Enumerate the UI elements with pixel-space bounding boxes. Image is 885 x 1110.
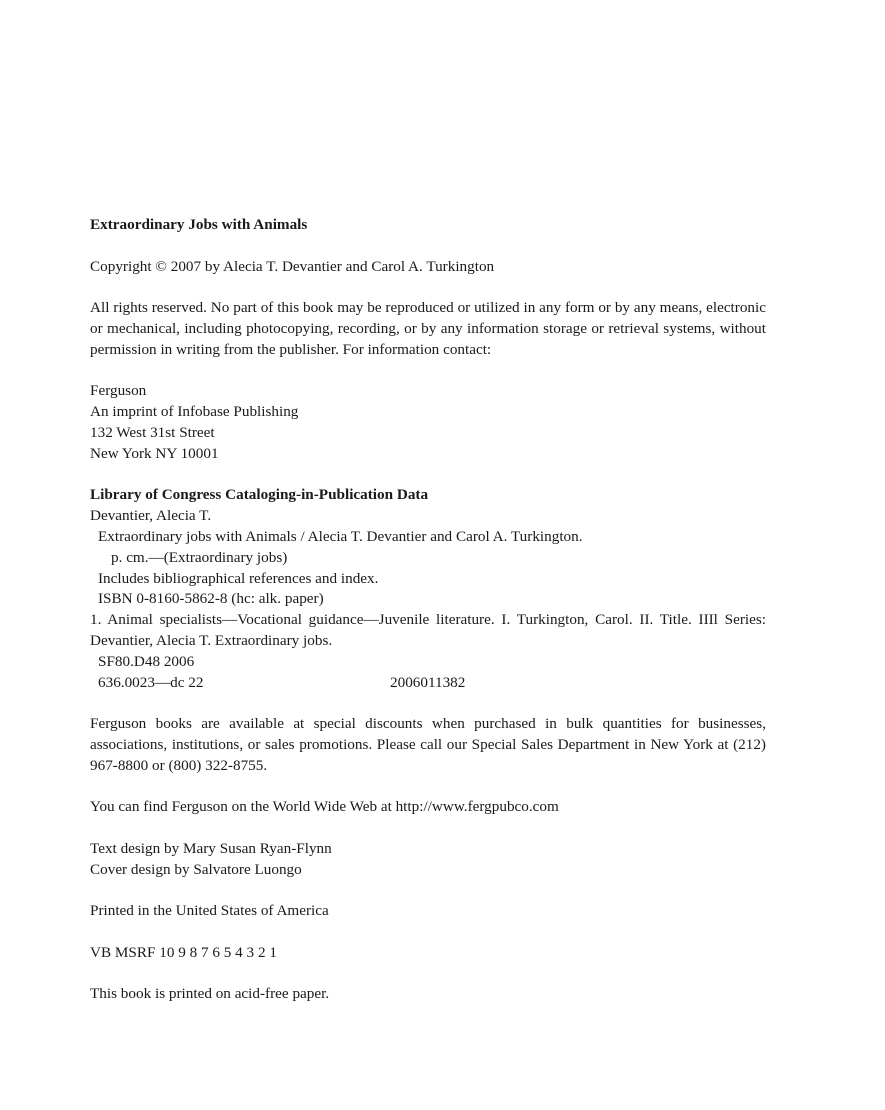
publisher-imprint: An imprint of Infobase Publishing <box>90 403 299 421</box>
cip-pages-line: p. cm.—(Extraordinary jobs) <box>111 548 288 566</box>
cip-title-line: Extraordinary jobs with Animals / Alecia T. Devantier and Carol A. Turkington. <box>98 527 583 545</box>
cip-isbn: ISBN 0-8160-5862-8 (hc: alk. paper) <box>98 590 324 608</box>
spacer <box>90 777 766 798</box>
cip-call-number: SF80.D48 2006 <box>98 652 195 670</box>
printed-in: Printed in the United States of America <box>90 902 329 920</box>
cip-includes: Includes bibliographical references and index. <box>98 569 379 587</box>
spacer <box>90 693 766 714</box>
publisher-city: New York NY 10001 <box>90 444 219 462</box>
publisher-name: Ferguson <box>90 382 147 400</box>
spacer <box>90 277 766 298</box>
spacer <box>90 818 766 839</box>
publisher-street: 132 West 31st Street <box>90 423 215 441</box>
paper-note: This book is printed on acid-free paper. <box>90 985 330 1003</box>
web-line: You can find Ferguson on the World Wide Web at http://www.fergpubco.com <box>90 798 559 816</box>
cip-subjects: 1. Animal specialists—Vocational guidance—Juvenile literature. I. Turkington, Carol. II. Title. IIIl Series: Devantier, Alecia T. Extraordinary jobs. <box>90 611 766 649</box>
cip-dewey-row <box>90 673 766 694</box>
text-design-credit: Text design by Mary Susan Ryan-Flynn <box>90 839 332 857</box>
spacer <box>90 465 766 486</box>
spacer <box>90 922 766 943</box>
cover-design-credit: Cover design by Salvatore Luongo <box>90 860 302 878</box>
spacer <box>90 236 766 257</box>
publisher-address <box>90 381 766 464</box>
print-line: VB MSRF 10 9 8 7 6 5 4 3 2 1 <box>90 943 277 961</box>
rights-paragraph: All rights reserved. No part of this book may be reproduced or utilized in any form or by any means, electronic or mechanical, including photocopying, recording, or by any information storage or retrieval systems, without permission in writing from the publisher. For information contact: <box>90 299 766 358</box>
spacer <box>90 881 766 902</box>
cip-lccn: 2006011382 <box>390 673 466 691</box>
spacer <box>90 361 766 382</box>
copyright-page <box>90 215 766 1005</box>
cip-dewey: 636.0023—dc 22 <box>98 673 204 691</box>
cip-block <box>90 485 766 693</box>
copyright-line: Copyright © 2007 by Alecia T. Devantier and Carol A. Turkington <box>90 257 495 275</box>
sales-paragraph: Ferguson books are available at special discounts when purchased in bulk quantities for businesses, associations, institutions, or sales promotions. Please call our Special Sales Department in New York at (212) 967-8800 or (800) 322-8755. <box>90 715 766 774</box>
book-title: Extraordinary Jobs with Animals <box>90 216 308 233</box>
cip-author: Devantier, Alecia T. <box>90 507 212 525</box>
cip-heading: Library of Congress Cataloging-in-Publication Data <box>90 486 429 504</box>
spacer <box>90 964 766 985</box>
